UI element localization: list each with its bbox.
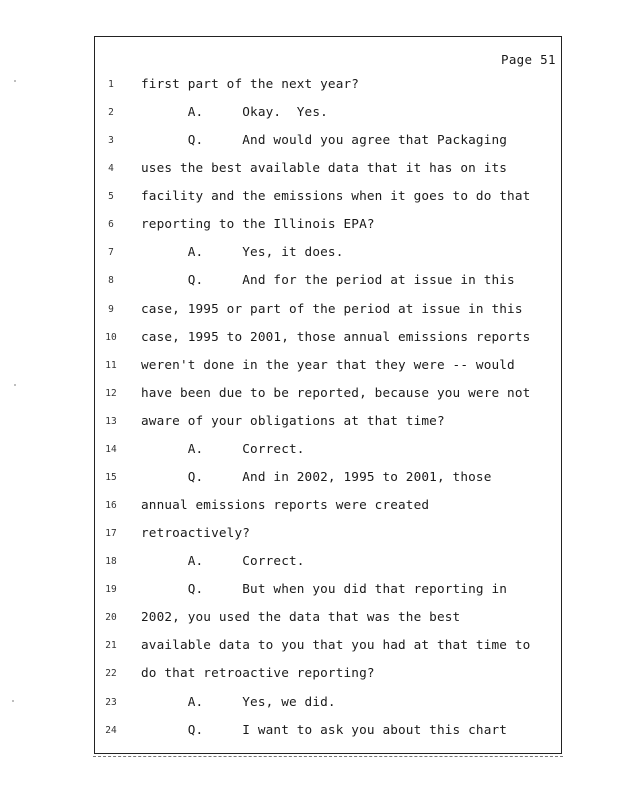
line-number: 14 bbox=[105, 443, 117, 455]
line-text: aware of your obligations at that time? bbox=[141, 412, 445, 428]
line-number: 9 bbox=[108, 303, 114, 315]
transcript-line bbox=[0, 244, 618, 264]
line-number: 2 bbox=[108, 107, 114, 119]
transcript-line bbox=[0, 272, 618, 292]
line-number: 13 bbox=[105, 415, 117, 427]
transcript-line bbox=[0, 722, 618, 742]
line-text: case, 1995 or part of the period at issue in this bbox=[141, 300, 523, 316]
transcript-line bbox=[0, 469, 618, 489]
line-text: first part of the next year? bbox=[141, 76, 360, 91]
line-number: 22 bbox=[105, 668, 117, 680]
line-text: Q. And for the period at issue in this bbox=[141, 272, 515, 288]
transcript-line bbox=[0, 525, 618, 545]
line-text: annual emissions reports were created bbox=[141, 497, 430, 513]
line-text: 2002, you used the data that was the best bbox=[141, 609, 461, 625]
line-text: A. Okay. Yes. bbox=[141, 104, 328, 120]
line-number: 7 bbox=[108, 247, 114, 259]
line-text: retroactively? bbox=[141, 525, 251, 541]
transcript-line bbox=[0, 637, 618, 657]
line-number: 15 bbox=[105, 471, 117, 483]
line-text: A. Correct. bbox=[141, 440, 305, 456]
line-number: 16 bbox=[105, 500, 117, 512]
transcript-line bbox=[0, 609, 618, 629]
page-number: Page 51 bbox=[501, 52, 556, 67]
transcript-line bbox=[0, 413, 618, 433]
line-text: Q. I want to ask you about this chart bbox=[141, 721, 508, 737]
transcript-line bbox=[0, 301, 618, 321]
scan-speck bbox=[14, 384, 16, 386]
transcript-line bbox=[0, 329, 618, 349]
line-text: A. Yes, we did. bbox=[141, 693, 336, 709]
transcript-line bbox=[0, 76, 618, 96]
line-text: Q. But when you did that reporting in bbox=[141, 581, 508, 597]
line-text: do that retroactive reporting? bbox=[141, 665, 375, 681]
line-text: Q. And in 2002, 1995 to 2001, those bbox=[141, 468, 492, 484]
transcript-line bbox=[0, 132, 618, 152]
scan-speck bbox=[14, 80, 16, 82]
line-text: case, 1995 to 2001, those annual emissions reports bbox=[141, 328, 531, 344]
transcript-line bbox=[0, 385, 618, 405]
line-number: 6 bbox=[108, 219, 114, 231]
line-text: A. Correct. bbox=[141, 553, 305, 569]
line-number: 12 bbox=[105, 387, 117, 399]
line-number: 21 bbox=[105, 640, 117, 652]
line-text: reporting to the Illinois EPA? bbox=[141, 216, 375, 232]
scan-speck bbox=[12, 700, 14, 702]
line-text: have been due to be reported, because you were not bbox=[141, 384, 531, 400]
line-text: A. Yes, it does. bbox=[141, 244, 344, 260]
line-number: 5 bbox=[108, 191, 114, 203]
line-number: 24 bbox=[105, 724, 117, 736]
line-number: 19 bbox=[105, 584, 117, 596]
line-number: 10 bbox=[105, 331, 117, 343]
line-number: 4 bbox=[108, 163, 114, 175]
transcript-line bbox=[0, 441, 618, 461]
transcript-line bbox=[0, 160, 618, 180]
line-number: 23 bbox=[105, 696, 117, 708]
line-text: facility and the emissions when it goes to do that bbox=[141, 188, 531, 204]
transcript-line bbox=[0, 581, 618, 601]
transcript-line bbox=[0, 216, 618, 236]
line-text: uses the best available data that it has on its bbox=[141, 160, 508, 176]
line-number: 20 bbox=[105, 612, 117, 624]
line-number: 18 bbox=[105, 556, 117, 568]
line-number: 1 bbox=[108, 79, 114, 90]
transcript-line bbox=[0, 497, 618, 517]
line-text: available data to you that you had at that time to bbox=[141, 637, 531, 653]
line-text: Q. And would you agree that Packaging bbox=[141, 132, 508, 148]
transcript-line bbox=[0, 357, 618, 377]
transcript-line bbox=[0, 104, 618, 124]
transcript-line bbox=[0, 694, 618, 714]
transcript-line bbox=[0, 665, 618, 685]
line-number: 8 bbox=[108, 275, 114, 287]
line-text: weren't done in the year that they were -- would bbox=[141, 356, 515, 372]
transcript-line bbox=[0, 553, 618, 573]
line-number: 17 bbox=[105, 528, 117, 540]
transcript-line bbox=[0, 188, 618, 208]
line-number: 3 bbox=[108, 135, 114, 147]
line-number: 11 bbox=[105, 359, 117, 371]
